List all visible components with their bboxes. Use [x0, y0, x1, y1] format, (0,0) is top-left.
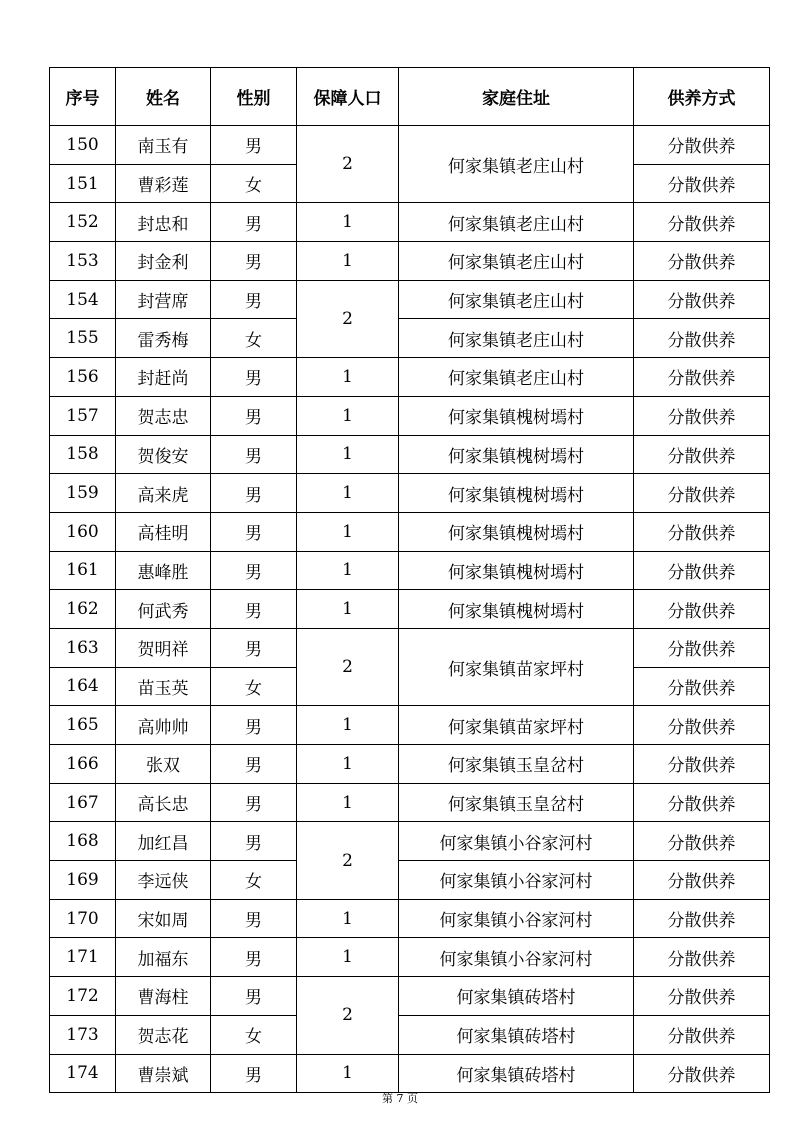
roster-table [49, 67, 770, 1093]
table-row [50, 319, 770, 358]
table-row [50, 706, 770, 745]
household-count: 1 [297, 551, 399, 590]
household-count: 2 [297, 126, 399, 203]
home-address: 何家集镇玉皇岔村 [399, 745, 634, 784]
household-count: 2 [297, 822, 399, 899]
home-address: 何家集镇苗家坪村 [399, 706, 634, 745]
person-name: 曹崇斌 [116, 1054, 211, 1093]
table-row [50, 822, 770, 861]
person-name: 高来虎 [116, 474, 211, 513]
row-number: 164 [50, 667, 116, 706]
row-number: 160 [50, 512, 116, 551]
person-name: 贺志忠 [116, 396, 211, 435]
home-address: 何家集镇小谷家河村 [399, 938, 634, 977]
person-name: 何武秀 [116, 590, 211, 629]
gender: 男 [211, 745, 297, 784]
person-name: 高帅帅 [116, 706, 211, 745]
home-address: 何家集镇槐树墕村 [399, 512, 634, 551]
gender: 男 [211, 783, 297, 822]
table-row [50, 474, 770, 513]
home-address: 何家集镇小谷家河村 [399, 822, 634, 861]
home-address: 何家集镇槐树墕村 [399, 590, 634, 629]
household-count: 1 [297, 899, 399, 938]
support-method: 分散供养 [634, 435, 770, 474]
table-row [50, 512, 770, 551]
gender: 男 [211, 242, 297, 281]
table-row [50, 280, 770, 319]
person-name: 南玉有 [116, 126, 211, 165]
support-method: 分散供养 [634, 319, 770, 358]
household-count: 1 [297, 745, 399, 784]
row-number: 165 [50, 706, 116, 745]
gender: 男 [211, 358, 297, 397]
table-row [50, 783, 770, 822]
person-name: 宋如周 [116, 899, 211, 938]
row-number: 157 [50, 396, 116, 435]
home-address: 何家集镇小谷家河村 [399, 861, 634, 900]
home-address: 何家集镇老庄山村 [399, 242, 634, 281]
household-count: 1 [297, 474, 399, 513]
table-row [50, 435, 770, 474]
table-row [50, 1054, 770, 1093]
person-name: 高长忠 [116, 783, 211, 822]
household-count: 1 [297, 358, 399, 397]
home-address: 何家集镇槐树墕村 [399, 435, 634, 474]
table-row [50, 396, 770, 435]
home-address: 何家集镇槐树墕村 [399, 551, 634, 590]
table-row [50, 1015, 770, 1054]
row-number: 171 [50, 938, 116, 977]
gender: 男 [211, 706, 297, 745]
household-count: 1 [297, 203, 399, 242]
household-count: 1 [297, 435, 399, 474]
gender: 男 [211, 1054, 297, 1093]
person-name: 贺志花 [116, 1015, 211, 1054]
table-row [50, 590, 770, 629]
person-name: 加福东 [116, 938, 211, 977]
household-count: 2 [297, 280, 399, 357]
home-address: 何家集镇老庄山村 [399, 126, 634, 203]
home-address: 何家集镇槐树墕村 [399, 396, 634, 435]
person-name: 贺俊安 [116, 435, 211, 474]
support-method: 分散供养 [634, 590, 770, 629]
row-number: 161 [50, 551, 116, 590]
gender: 男 [211, 822, 297, 861]
home-address: 何家集镇小谷家河村 [399, 899, 634, 938]
gender: 女 [211, 667, 297, 706]
header-method: 供养方式 [634, 68, 770, 126]
support-method: 分散供养 [634, 280, 770, 319]
gender: 男 [211, 280, 297, 319]
person-name: 封赶尚 [116, 358, 211, 397]
support-method: 分散供养 [634, 164, 770, 203]
person-name: 雷秀梅 [116, 319, 211, 358]
row-number: 152 [50, 203, 116, 242]
gender: 男 [211, 203, 297, 242]
header-count: 保障人口 [297, 68, 399, 126]
row-number: 154 [50, 280, 116, 319]
support-method: 分散供养 [634, 667, 770, 706]
gender: 男 [211, 126, 297, 165]
household-count: 1 [297, 1054, 399, 1093]
household-count: 1 [297, 706, 399, 745]
support-method: 分散供养 [634, 745, 770, 784]
person-name: 封金利 [116, 242, 211, 281]
person-name: 封忠和 [116, 203, 211, 242]
support-method: 分散供养 [634, 628, 770, 667]
table-row [50, 203, 770, 242]
row-number: 174 [50, 1054, 116, 1093]
support-method: 分散供养 [634, 1054, 770, 1093]
gender: 男 [211, 977, 297, 1016]
row-number: 169 [50, 861, 116, 900]
support-method: 分散供养 [634, 126, 770, 165]
row-number: 155 [50, 319, 116, 358]
support-method: 分散供养 [634, 242, 770, 281]
row-number: 162 [50, 590, 116, 629]
home-address: 何家集镇槐树墕村 [399, 474, 634, 513]
roster-body [50, 126, 770, 1093]
person-name: 加红昌 [116, 822, 211, 861]
support-method: 分散供养 [634, 551, 770, 590]
household-count: 1 [297, 396, 399, 435]
table-row [50, 628, 770, 667]
support-method: 分散供养 [634, 358, 770, 397]
person-name: 惠峰胜 [116, 551, 211, 590]
table-row [50, 242, 770, 281]
row-number: 173 [50, 1015, 116, 1054]
household-count: 2 [297, 628, 399, 705]
header-row [50, 68, 770, 126]
gender: 男 [211, 938, 297, 977]
table-row [50, 551, 770, 590]
support-method: 分散供养 [634, 512, 770, 551]
row-number: 168 [50, 822, 116, 861]
person-name: 封营席 [116, 280, 211, 319]
header-name: 姓名 [116, 68, 211, 126]
support-method: 分散供养 [634, 783, 770, 822]
household-count: 1 [297, 242, 399, 281]
home-address: 何家集镇砖塔村 [399, 977, 634, 1016]
row-number: 159 [50, 474, 116, 513]
home-address: 何家集镇苗家坪村 [399, 628, 634, 705]
home-address: 何家集镇老庄山村 [399, 280, 634, 319]
row-number: 170 [50, 899, 116, 938]
support-method: 分散供养 [634, 203, 770, 242]
table-row [50, 977, 770, 1016]
row-number: 172 [50, 977, 116, 1016]
support-method: 分散供养 [634, 822, 770, 861]
gender: 女 [211, 164, 297, 203]
row-number: 163 [50, 628, 116, 667]
support-method: 分散供养 [634, 977, 770, 1016]
person-name: 苗玉英 [116, 667, 211, 706]
table-row [50, 899, 770, 938]
person-name: 曹彩莲 [116, 164, 211, 203]
support-method: 分散供养 [634, 706, 770, 745]
support-method: 分散供养 [634, 396, 770, 435]
gender: 男 [211, 435, 297, 474]
household-count: 1 [297, 590, 399, 629]
row-number: 158 [50, 435, 116, 474]
person-name: 李远侠 [116, 861, 211, 900]
table-row [50, 126, 770, 165]
gender: 女 [211, 319, 297, 358]
row-number: 150 [50, 126, 116, 165]
row-number: 156 [50, 358, 116, 397]
row-number: 167 [50, 783, 116, 822]
household-count: 2 [297, 977, 399, 1054]
table-row [50, 358, 770, 397]
gender: 女 [211, 1015, 297, 1054]
row-number: 166 [50, 745, 116, 784]
home-address: 何家集镇老庄山村 [399, 319, 634, 358]
person-name: 贺明祥 [116, 628, 211, 667]
home-address: 何家集镇玉皇岔村 [399, 783, 634, 822]
person-name: 张双 [116, 745, 211, 784]
gender: 男 [211, 899, 297, 938]
table-row [50, 938, 770, 977]
table-row [50, 861, 770, 900]
household-count: 1 [297, 512, 399, 551]
person-name: 曹海柱 [116, 977, 211, 1016]
household-count: 1 [297, 783, 399, 822]
page-number: 第 7 页 [382, 1092, 418, 1105]
gender: 男 [211, 396, 297, 435]
gender: 女 [211, 861, 297, 900]
support-method: 分散供养 [634, 938, 770, 977]
gender: 男 [211, 512, 297, 551]
home-address: 何家集镇老庄山村 [399, 358, 634, 397]
gender: 男 [211, 628, 297, 667]
support-method: 分散供养 [634, 899, 770, 938]
gender: 男 [211, 474, 297, 513]
home-address: 何家集镇砖塔村 [399, 1054, 634, 1093]
header-address: 家庭住址 [399, 68, 634, 126]
row-number: 151 [50, 164, 116, 203]
gender: 男 [211, 590, 297, 629]
home-address: 何家集镇砖塔村 [399, 1015, 634, 1054]
table-row [50, 745, 770, 784]
support-method: 分散供养 [634, 861, 770, 900]
household-count: 1 [297, 938, 399, 977]
support-method: 分散供养 [634, 1015, 770, 1054]
header-gender: 性别 [211, 68, 297, 126]
home-address: 何家集镇老庄山村 [399, 203, 634, 242]
person-name: 高桂明 [116, 512, 211, 551]
support-method: 分散供养 [634, 474, 770, 513]
row-number: 153 [50, 242, 116, 281]
header-no: 序号 [50, 68, 116, 126]
gender: 男 [211, 551, 297, 590]
